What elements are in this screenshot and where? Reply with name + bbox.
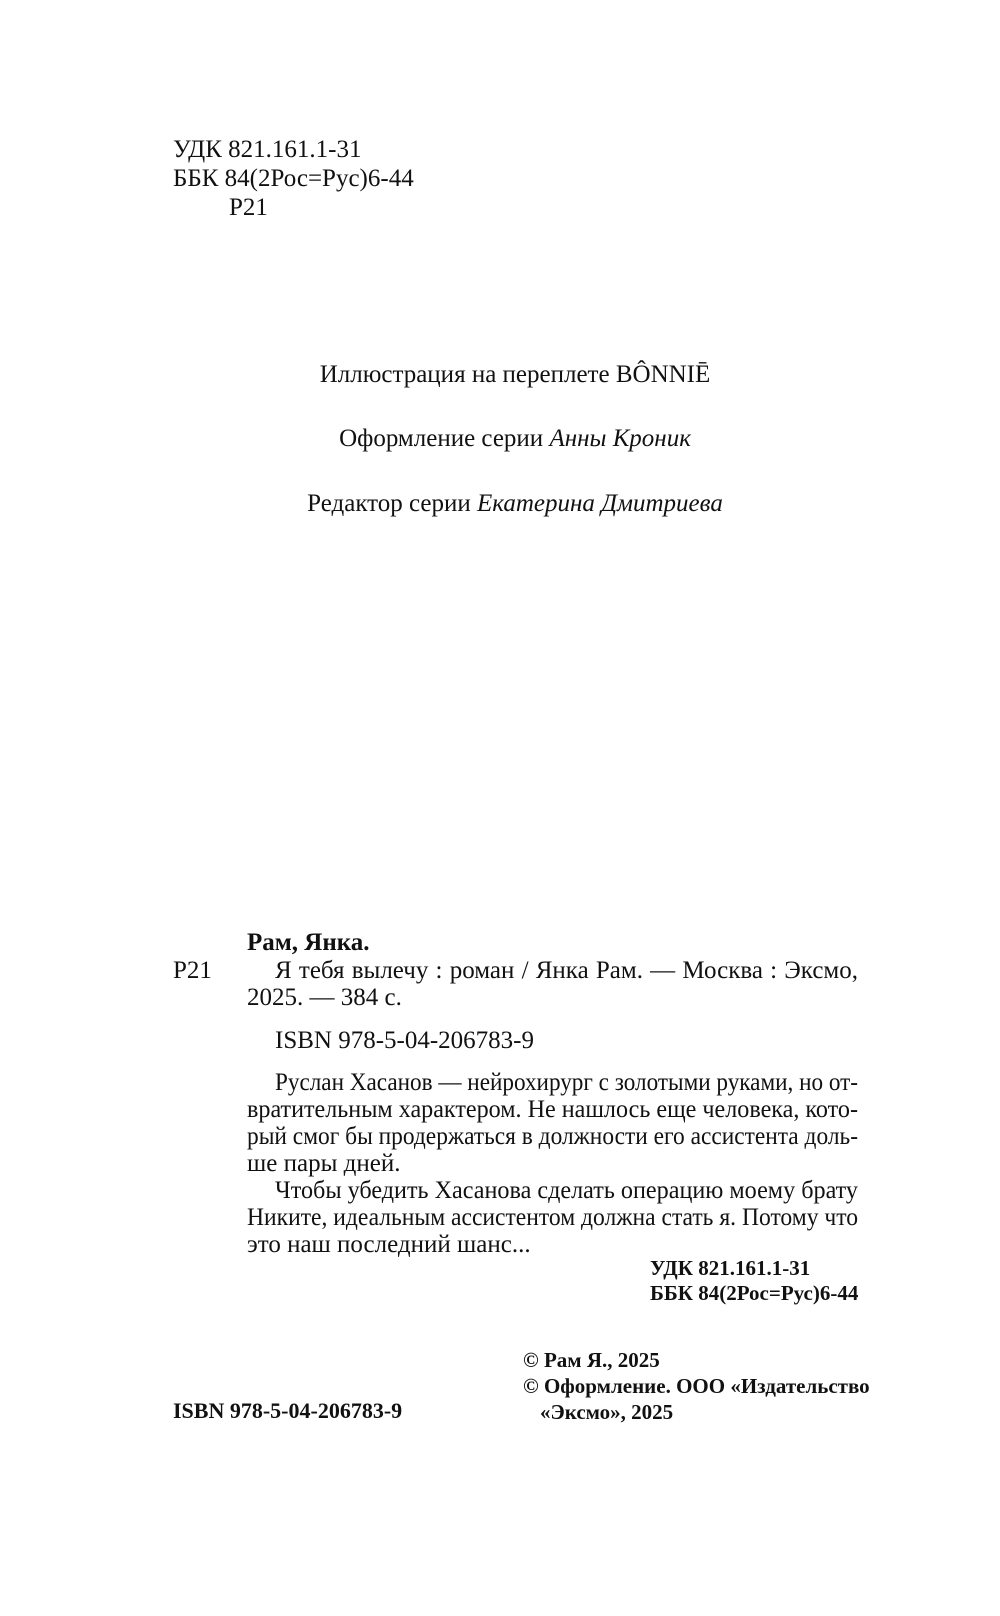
credit-name: Анны Кроник: [549, 425, 691, 452]
annotation-line: ше пары дней.: [247, 1150, 401, 1177]
annotation-line: Никите, идеальным ассистентом должна стать я. Потому что: [247, 1204, 858, 1231]
credit-label: Иллюстрация на переплете: [319, 361, 610, 388]
credit-name: Екатерина Дмитриева: [476, 490, 723, 517]
catalog-description: 2025. — 384 с.: [247, 984, 402, 1011]
catalog-description: Я тебя вылечу : роман / Янка Рам. — Москва : Эксмо,: [275, 957, 858, 984]
credit-illustration: [0, 362, 1000, 388]
credit-series-editor: [0, 491, 1000, 517]
annotation-line: это наш последний шанс...: [247, 1231, 531, 1258]
copyright-design-cont: «Эксмо», 2025: [540, 1400, 674, 1424]
annotation-line: Руслан Хасанов — нейрохирург с золотыми руками, но от-: [275, 1069, 858, 1096]
udk-code: УДК 821.161.1-31: [173, 136, 362, 163]
annotation-line: рый смог бы продержаться в должности его ассистента доль-: [247, 1123, 858, 1150]
catalog-bbk: ББК 84(2Рос=Рус)6-44: [650, 1281, 859, 1305]
credit-series-design: [0, 426, 1000, 452]
copyright-design: © Оформление. ООО «Издательство: [523, 1374, 870, 1398]
credit-label: Редактор серии: [307, 490, 471, 517]
footer-isbn: ISBN 978-5-04-206783-9: [173, 1398, 403, 1423]
catalog-heading: Рам, Янка.: [247, 929, 370, 956]
catalog-isbn: ISBN 978-5-04-206783-9: [275, 1027, 535, 1054]
credit-label: Оформление серии: [339, 425, 544, 452]
annotation-line: Чтобы убедить Хасанова сделать операцию моему брату: [275, 1177, 858, 1204]
credit-name: BÔNNIĒ: [615, 361, 711, 388]
bbk-code: ББК 84(2Рос=Рус)6-44: [173, 165, 414, 192]
copyright-author: © Рам Я., 2025: [523, 1348, 660, 1372]
catalog-author-mark: Р21: [173, 957, 212, 984]
catalog-udk: УДК 821.161.1-31: [650, 1256, 811, 1280]
annotation-line: вратительным характером. Не нашлось еще человека, кото-: [247, 1096, 858, 1123]
author-mark: Р21: [229, 194, 268, 221]
